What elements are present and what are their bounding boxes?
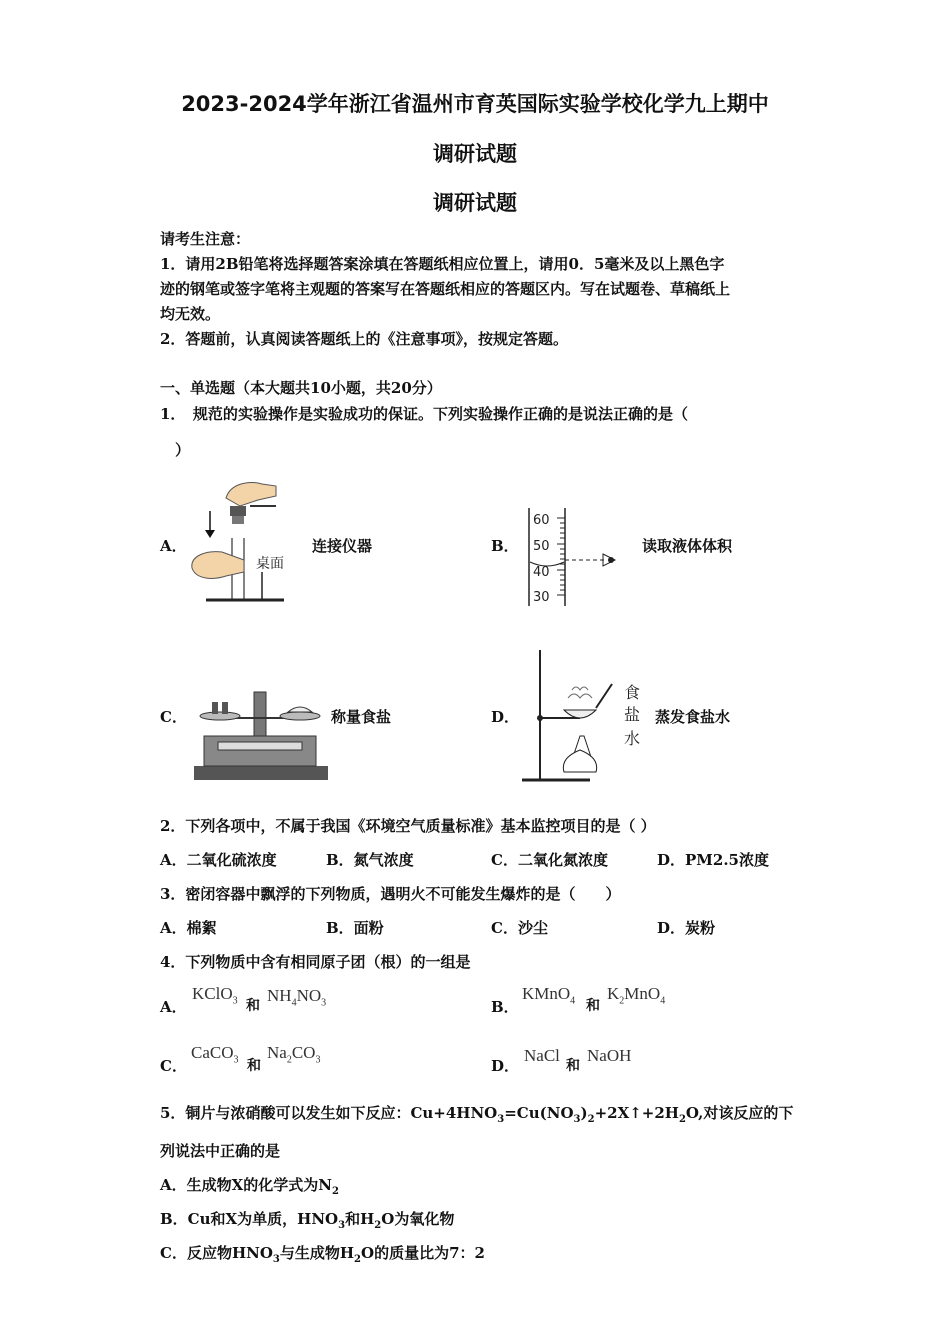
q1-d-fig-char-2: 盐 — [624, 705, 641, 724]
q5-stem-line1: 5．铜片与浓硝酸可以发生如下反应：$Cu+4HNO_3=Cu(NO_3)_2+2X↑+2H_2O$,对该反应的下 — [160, 1104, 794, 1125]
q4-a-formula-2: $NH_4NO_3$ — [267, 986, 327, 1009]
q4-c-formula-1: CaCO$_3$ — [191, 1043, 239, 1066]
q4-a-and: 和 — [246, 998, 260, 1014]
q4-b-formula-2: $K_2MnO_4$ — [607, 984, 666, 1007]
q1-b-tick-30: 30 — [533, 590, 550, 605]
q4-option-c-letter: C． — [160, 1057, 187, 1075]
notice-item2: 2．答题前，认真阅读答题纸上的《注意事项》，按规定答题。 — [160, 330, 568, 348]
q4-option-d-letter: D． — [491, 1057, 520, 1075]
q4-d-formula-2: NaOH — [587, 1046, 632, 1065]
q4-option-b-letter: B． — [491, 998, 519, 1016]
q1-d-fig-char-3: 水 — [624, 729, 641, 748]
q1-a-figure-connect-apparatus — [186, 476, 286, 606]
q4-a-formula-1: KClO$_3$ — [192, 984, 238, 1007]
q1-option-c-label: 称量食盐 — [331, 708, 392, 726]
q1-option-c-letter: C． — [160, 708, 187, 726]
q4-b-formula-1: KMnO$_4$ — [522, 984, 576, 1007]
q1-b-figure-graduated-cylinder — [527, 508, 627, 608]
exam-title-line2: 调研试题 — [433, 142, 517, 166]
q5-option-a: A．生成物X的化学式为$N_2$ — [160, 1176, 339, 1197]
q4-b-and: 和 — [586, 998, 600, 1014]
q3-option-d: D．炭粉 — [657, 919, 716, 937]
q5-option-b: B．Cu和X为单质，$HNO_3$和$H_2O$为氧化物 — [160, 1210, 455, 1231]
notice-item1-line3: 均无效。 — [160, 305, 221, 323]
q1-b-tick-60: 60 — [533, 513, 550, 528]
q1-b-tick-50: 50 — [533, 539, 550, 554]
notice-item1-line2: 迹的钢笔或签字笔将主观题的答案写在答题纸相应的答题区内。写在试题卷、草稿纸上 — [160, 280, 731, 298]
q1-stem-line2: ） — [175, 441, 191, 459]
q3-option-c: C．沙尘 — [491, 919, 548, 937]
q1-option-a-letter: A． — [160, 537, 187, 555]
q5-option-c: C．反应物$HNO_3$与生成物$H_2O$的质量比为7：2 — [160, 1244, 485, 1265]
q1-a-fig-label: 桌面 — [256, 556, 284, 572]
q1-option-d-label: 蒸发食盐水 — [655, 708, 731, 726]
exam-title-line1: 2023-2024学年浙江省温州市育英国际实验学校化学九上期中 — [181, 92, 769, 116]
q2-option-d: D．PM2.5浓度 — [657, 851, 769, 869]
q2-option-c: C．二氧化氮浓度 — [491, 851, 608, 869]
q1-c-figure-balance — [192, 688, 332, 784]
q3-option-b: B．面粉 — [326, 919, 384, 937]
q1-option-d-letter: D． — [491, 708, 520, 726]
q4-c-and: 和 — [247, 1058, 261, 1074]
exam-subtitle: 调研试题 — [433, 191, 517, 215]
q2-stem: 2．下列各项中，不属于我国《环境空气质量标准》基本监控项目的是（ ） — [160, 817, 656, 835]
q1-d-figure-evaporation — [520, 650, 650, 786]
q1-b-tick-40: 40 — [533, 565, 550, 580]
notice-item1-line1: 1．请用2B铅笔将选择题答案涂填在答题纸相应位置上，请用0．5毫米及以上黑色字 — [160, 255, 725, 273]
q2-option-a: A．二氧化硫浓度 — [160, 851, 277, 869]
q3-option-a: A．棉絮 — [160, 919, 217, 937]
q4-c-formula-2: $Na_2CO_3$ — [267, 1043, 321, 1066]
q4-option-a-letter: A． — [160, 998, 187, 1016]
notice-heading: 请考生注意： — [160, 230, 251, 248]
q5-stem-line2: 列说法中正确的是 — [160, 1142, 281, 1160]
q1-d-fig-char-1: 食 — [624, 683, 641, 702]
q1-option-a-label: 连接仪器 — [312, 537, 373, 555]
q1-option-b-letter: B． — [491, 537, 519, 555]
q4-d-and: 和 — [566, 1058, 580, 1074]
q1-option-b-label: 读取液体体积 — [642, 537, 733, 555]
q2-option-b: B．氮气浓度 — [326, 851, 414, 869]
q3-stem: 3．密闭容器中飘浮的下列物质，遇明火不可能发生爆炸的是（ ） — [160, 885, 621, 903]
q4-d-formula-1: NaCl — [524, 1046, 560, 1065]
q1-stem-line1: 1． 规范的实验操作是实验成功的保证。下列实验操作正确的是说法正确的是（ — [160, 405, 688, 423]
section-heading: 一、单选题（本大题共10小题，共20分） — [160, 379, 442, 397]
eye-icon — [608, 557, 614, 563]
q4-stem: 4．下列物质中含有相同原子团（根）的一组是 — [160, 953, 471, 971]
